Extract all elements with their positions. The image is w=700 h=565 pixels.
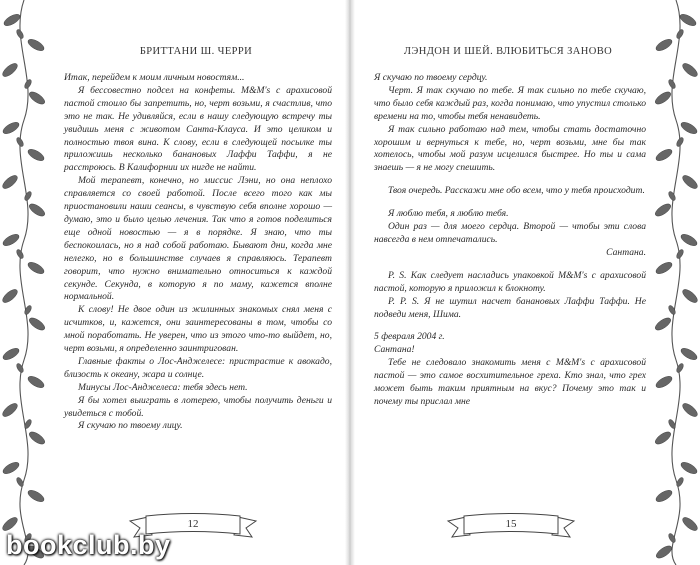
paragraph: Один раз — для моего сердца. Второй — чтобы эти слова навсегда в нем отпечатались. [374, 221, 646, 245]
paragraph: P. S. Как следует насладись упаковкой M&M's с арахисовой пастой, которую я приложил к блокноту. [374, 269, 646, 294]
paragraph: Главные факты о Лос-Анджелесе: пристрастие к авокадо, близость к океану, жара и солнце. [64, 355, 332, 380]
paragraph: Я бессовестно подсел на конфеты. M&M's с арахисовой пастой стоило бы запретить, но, черт возьми, я счастлив, что это не так. Не удивляйся, если в нашу следующую встречу ты увидишь меня с животом Санта-Клауса. И это целиком и полностью твоя вина. К слову, если в следующей посылке ты приложишь несколько банановых Лаффи Таффи, я не расстроюсь. В Калифорнии их нигде не найти. [64, 84, 332, 174]
paragraph: Мой терапевт, конечно, но миссис Лэни, но она неплохо справляется со своей работой. После всего того как мы приостановили наши сеансы, в чувствую себя вполне хорошо — думаю, это и было целью лечения. Так что я готов поделиться еще одной новостью — я в порядке. Я знаю, что ты беспокоилась, но я над собой работаю. Бывают дни, когда мне нелегко, но в большинстве случаев я справляюсь. Терапевт говорит, что нужно внимательно относиться к каждой секунде. Секунда, в которую я по маму, кажется вполне нормальной. [64, 175, 332, 303]
right-page-header: ЛЭНДОН И ШЕЙ. ВЛЮБИТЬСЯ ЗАНОВО [403, 46, 613, 57]
paragraph: Я скучаю по твоему лицу. [78, 420, 183, 432]
paragraph: P. P. S. Я не шутил насчет банановых Лаффи Таффи. Не подведи меня, Шима. [374, 295, 646, 320]
paragraph: К слову! Не двое один из жилинных знакомых снял меня с исчитков, и, кажется, они заинтересованы в том, чтобы со мной поработать. Не уверен, что из этого что-то выйдет, но, черт возьми, я определенно заинтригован. [64, 304, 332, 355]
paragraph: Я так сильно работаю над тем, чтобы стать достаточно хорошим и вернуться к тебе, но, черт возьми, мне бы так хотелось, чтобы мой разум исцелился быстрее. Но ты и сама знаешь — я не могу спешить. [374, 123, 646, 174]
left-page-header: БРИТТАНИ Ш. ЧЕРРИ [139, 46, 253, 57]
left-page [50, 0, 342, 565]
paragraph: Тебе не следовало знакомить меня с M&M's с арахисовой пастой — это самое восхитительное греха. Кто знал, что грех может быть таким приятным на вкус? Почему это так и почему ты прислал мне [374, 357, 646, 407]
left-vine-border [0, 0, 48, 565]
paragraph: Минусы Лос-Анджелеса: тебя здесь нет. [78, 381, 248, 393]
paragraph: Я скучаю по твоему сердцу. [374, 72, 488, 83]
paragraph: Итак, перейдем к моим личным новостям... [64, 72, 245, 83]
paragraph: Я люблю тебя, я люблю тебя. [388, 208, 509, 220]
page-number: 15 [505, 518, 517, 530]
paragraph: Я бы хотел выиграть в лотерею, чтобы получить деньги и увидеться с тобой. [64, 394, 332, 419]
letter-salutation: Сантана! [374, 344, 415, 356]
paragraph: Черт. Я так скучаю по тебе. Я так сильно по тебе скучаю, что было себя каждый раз, когда понимаю, что упустил столько времени на то, чтобы тебя ненавидеть. [374, 84, 646, 122]
watermark: bookclub.by [6, 530, 171, 560]
page-number-banner [446, 513, 576, 539]
book-gutter [345, 0, 355, 565]
letter-date: 5 февраля 2004 г. [374, 331, 445, 343]
left-page-text [64, 72, 332, 433]
page-number: 12 [187, 518, 199, 530]
right-page-text [374, 72, 646, 409]
right-vine-border [652, 0, 700, 565]
signature: Сантана. [606, 246, 646, 258]
right-page [360, 0, 656, 565]
paragraph: Твоя очередь. Расскажи мне обо всем, что у тебя происходит. [388, 185, 645, 197]
